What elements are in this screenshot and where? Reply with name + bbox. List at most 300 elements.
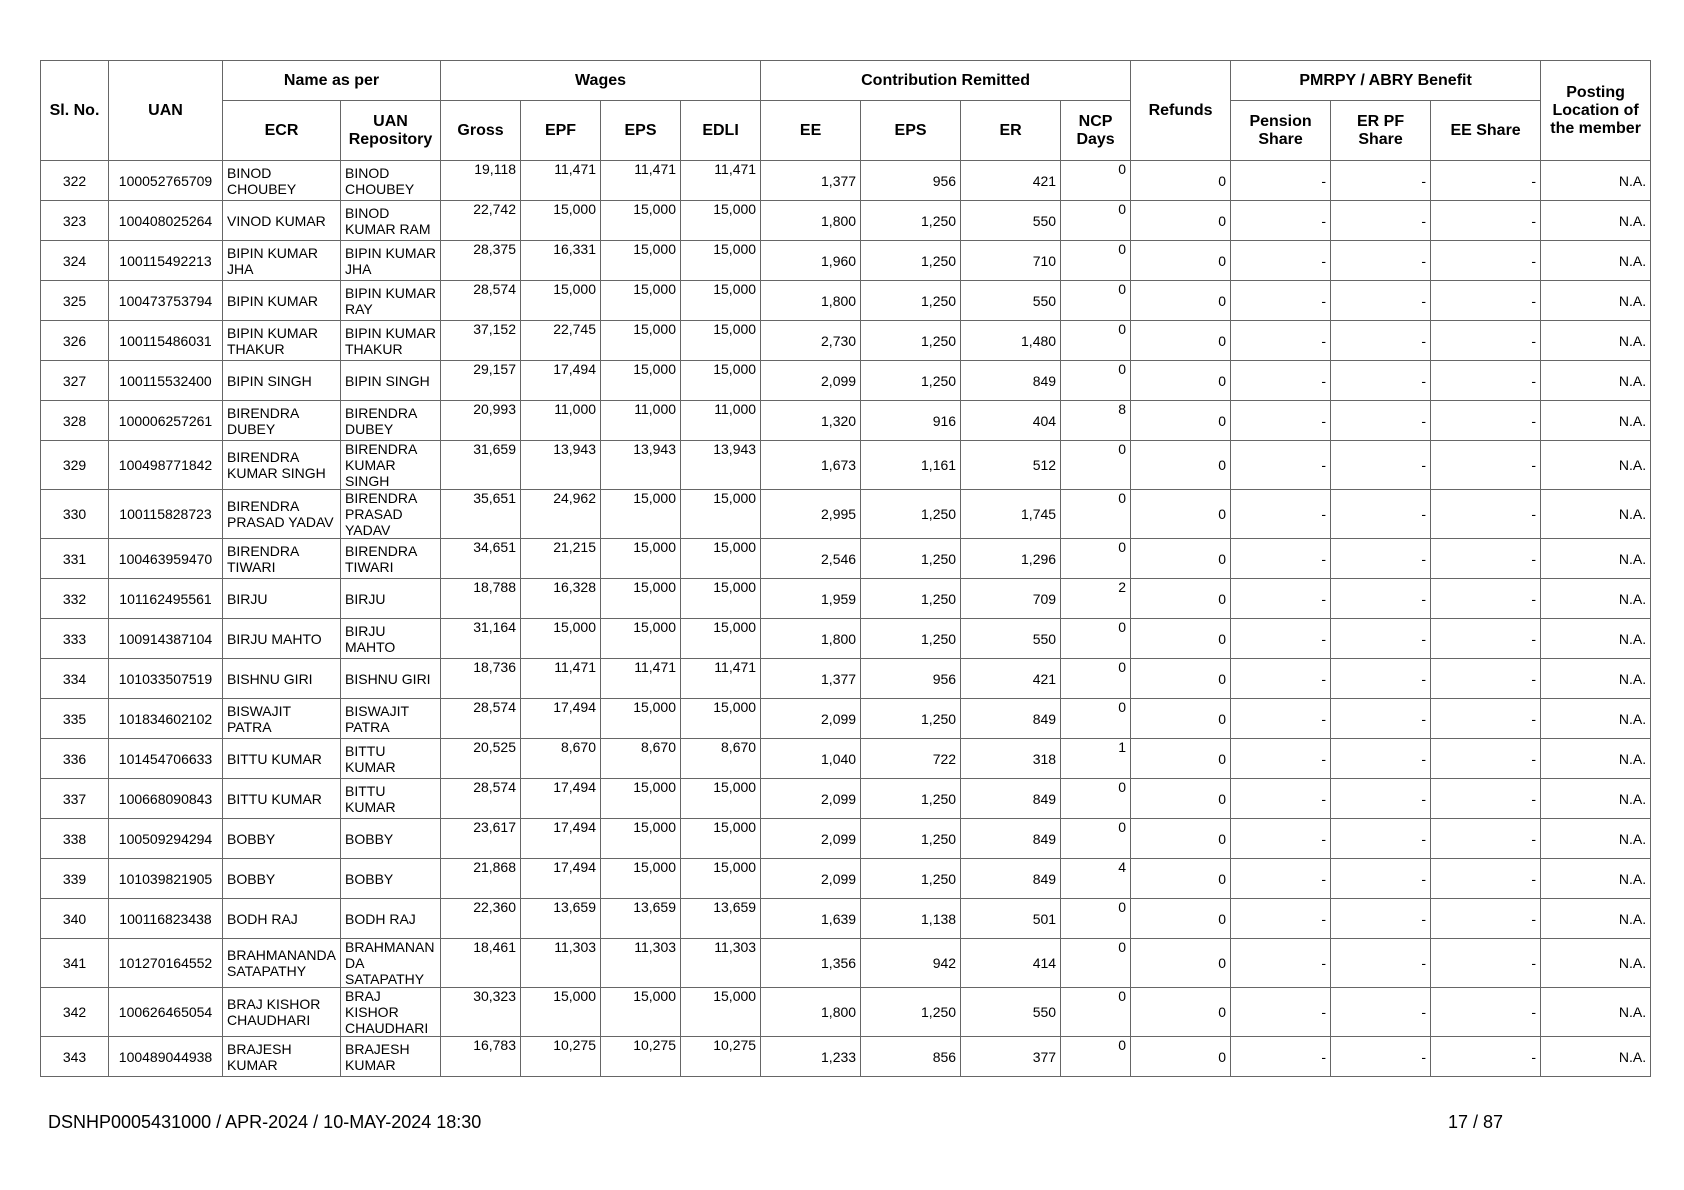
table-row [41, 659, 1651, 699]
table-row [41, 401, 1651, 441]
cell-ee: 1,040 [761, 739, 861, 779]
cell-contribution-eps: 1,250 [861, 321, 961, 361]
cell-epf: 16,331 [521, 241, 601, 281]
cell-ee: 1,356 [761, 939, 861, 988]
cell-uan: 100115486031 [109, 321, 223, 361]
cell-eps: 15,000 [601, 859, 681, 899]
cell-contribution-eps: 1,250 [861, 490, 961, 539]
cell-er-pf-share: - [1331, 619, 1431, 659]
cell-eps: 15,000 [601, 619, 681, 659]
cell-ncp-days: 0 [1061, 539, 1131, 579]
cell-contribution-eps: 942 [861, 939, 961, 988]
cell-eps: 13,943 [601, 441, 681, 490]
cell-refunds: 0 [1131, 161, 1231, 201]
cell-uan: 100498771842 [109, 441, 223, 490]
cell-uan: 100115492213 [109, 241, 223, 281]
cell-ncp-days: 2 [1061, 579, 1131, 619]
cell-refunds: 0 [1131, 579, 1231, 619]
cell-gross: 21,868 [441, 859, 521, 899]
cell-name-ecr: BIRENDRA TIWARI [223, 539, 341, 579]
cell-posting-location: N.A. [1541, 899, 1651, 939]
cell-posting-location: N.A. [1541, 401, 1651, 441]
cell-refunds: 0 [1131, 539, 1231, 579]
cell-eps: 15,000 [601, 579, 681, 619]
cell-contribution-eps: 956 [861, 659, 961, 699]
cell-name-uan-repository: BIRENDRA PRASAD YADAV [341, 490, 441, 539]
cell-contribution-eps: 1,250 [861, 361, 961, 401]
page-number: 17 / 87 [1448, 1112, 1504, 1132]
cell-edli: 13,659 [681, 899, 761, 939]
cell-sl-no: 330 [41, 490, 109, 539]
cell-gross: 29,157 [441, 361, 521, 401]
cell-ee-share: - [1431, 579, 1541, 619]
cell-epf: 11,471 [521, 659, 601, 699]
cell-pension-share: - [1231, 490, 1331, 539]
cell-refunds: 0 [1131, 321, 1231, 361]
cell-uan: 100473753794 [109, 281, 223, 321]
cell-eps: 15,000 [601, 490, 681, 539]
cell-uan: 100115828723 [109, 490, 223, 539]
cell-ncp-days: 0 [1061, 201, 1131, 241]
cell-contribution-eps: 1,138 [861, 899, 961, 939]
cell-er: 849 [961, 779, 1061, 819]
cell-er-pf-share: - [1331, 201, 1431, 241]
cell-posting-location: N.A. [1541, 241, 1651, 281]
cell-edli: 15,000 [681, 490, 761, 539]
cell-er: 550 [961, 201, 1061, 241]
cell-er-pf-share: - [1331, 579, 1431, 619]
header-gross: Gross [441, 101, 521, 161]
cell-pension-share: - [1231, 201, 1331, 241]
cell-sl-no: 324 [41, 241, 109, 281]
cell-ee-share: - [1431, 490, 1541, 539]
cell-name-ecr: BIRENDRA KUMAR SINGH [223, 441, 341, 490]
cell-name-ecr: BINOD CHOUBEY [223, 161, 341, 201]
cell-ee: 1,800 [761, 201, 861, 241]
cell-name-uan-repository: BODH RAJ [341, 899, 441, 939]
cell-gross: 19,118 [441, 161, 521, 201]
header-er: ER [961, 101, 1061, 161]
cell-name-ecr: BOBBY [223, 859, 341, 899]
cell-posting-location: N.A. [1541, 361, 1651, 401]
cell-pension-share: - [1231, 819, 1331, 859]
cell-pension-share: - [1231, 779, 1331, 819]
cell-sl-no: 334 [41, 659, 109, 699]
cell-er: 849 [961, 699, 1061, 739]
cell-er: 1,296 [961, 539, 1061, 579]
cell-epf: 15,000 [521, 988, 601, 1037]
cell-uan: 100668090843 [109, 779, 223, 819]
cell-posting-location: N.A. [1541, 619, 1651, 659]
cell-refunds: 0 [1131, 939, 1231, 988]
cell-sl-no: 328 [41, 401, 109, 441]
cell-ee-share: - [1431, 441, 1541, 490]
cell-posting-location: N.A. [1541, 579, 1651, 619]
cell-er: 1,480 [961, 321, 1061, 361]
cell-gross: 18,788 [441, 579, 521, 619]
cell-ncp-days: 0 [1061, 939, 1131, 988]
cell-ee-share: - [1431, 539, 1541, 579]
cell-contribution-eps: 1,161 [861, 441, 961, 490]
cell-uan: 101039821905 [109, 859, 223, 899]
cell-ncp-days: 0 [1061, 819, 1131, 859]
cell-ee: 1,673 [761, 441, 861, 490]
cell-gross: 22,360 [441, 899, 521, 939]
cell-uan: 100408025264 [109, 201, 223, 241]
cell-ee-share: - [1431, 361, 1541, 401]
cell-pension-share: - [1231, 859, 1331, 899]
cell-ee: 2,099 [761, 361, 861, 401]
cell-posting-location: N.A. [1541, 539, 1651, 579]
cell-epf: 11,303 [521, 939, 601, 988]
cell-refunds: 0 [1131, 490, 1231, 539]
cell-edli: 13,943 [681, 441, 761, 490]
ecr-table [40, 60, 1651, 1077]
cell-edli: 15,000 [681, 539, 761, 579]
cell-pension-share: - [1231, 281, 1331, 321]
cell-ee: 1,800 [761, 619, 861, 659]
header-name-as-per: Name as per [223, 61, 441, 101]
cell-er-pf-share: - [1331, 899, 1431, 939]
header-contribution-remitted: Contribution Remitted [761, 61, 1131, 101]
cell-uan: 100626465054 [109, 988, 223, 1037]
cell-edli: 15,000 [681, 321, 761, 361]
cell-name-ecr: BIPIN KUMAR JHA [223, 241, 341, 281]
cell-eps: 15,000 [601, 779, 681, 819]
cell-ncp-days: 1 [1061, 739, 1131, 779]
cell-ee: 1,320 [761, 401, 861, 441]
cell-eps: 15,000 [601, 241, 681, 281]
cell-posting-location: N.A. [1541, 490, 1651, 539]
cell-ncp-days: 0 [1061, 490, 1131, 539]
cell-er: 501 [961, 899, 1061, 939]
cell-epf: 16,328 [521, 579, 601, 619]
cell-edli: 15,000 [681, 579, 761, 619]
cell-name-ecr: BIPIN SINGH [223, 361, 341, 401]
table-row [41, 819, 1651, 859]
cell-pension-share: - [1231, 321, 1331, 361]
cell-posting-location: N.A. [1541, 779, 1651, 819]
cell-epf: 10,275 [521, 1037, 601, 1077]
table-row [41, 490, 1651, 539]
cell-ee: 2,730 [761, 321, 861, 361]
cell-er: 421 [961, 659, 1061, 699]
cell-er: 421 [961, 161, 1061, 201]
cell-uan: 101834602102 [109, 699, 223, 739]
cell-name-ecr: BIRJU [223, 579, 341, 619]
cell-ncp-days: 0 [1061, 779, 1131, 819]
cell-name-uan-repository: BIRENDRA KUMAR SINGH [341, 441, 441, 490]
cell-name-uan-repository: BINOD CHOUBEY [341, 161, 441, 201]
table-row [41, 441, 1651, 490]
cell-ncp-days: 0 [1061, 659, 1131, 699]
header-epf: EPF [521, 101, 601, 161]
cell-name-uan-repository: BIRENDRA TIWARI [341, 539, 441, 579]
cell-contribution-eps: 856 [861, 1037, 961, 1077]
cell-edli: 15,000 [681, 819, 761, 859]
cell-ee: 1,233 [761, 1037, 861, 1077]
cell-er-pf-share: - [1331, 739, 1431, 779]
cell-eps: 15,000 [601, 988, 681, 1037]
cell-refunds: 0 [1131, 619, 1231, 659]
cell-epf: 21,215 [521, 539, 601, 579]
cell-edli: 15,000 [681, 241, 761, 281]
cell-pension-share: - [1231, 241, 1331, 281]
cell-epf: 15,000 [521, 281, 601, 321]
cell-er-pf-share: - [1331, 939, 1431, 988]
cell-edli: 15,000 [681, 361, 761, 401]
header-ee: EE [761, 101, 861, 161]
cell-ee: 1,800 [761, 281, 861, 321]
cell-refunds: 0 [1131, 281, 1231, 321]
cell-contribution-eps: 1,250 [861, 201, 961, 241]
cell-uan: 101454706633 [109, 739, 223, 779]
cell-pension-share: - [1231, 939, 1331, 988]
cell-ncp-days: 0 [1061, 899, 1131, 939]
cell-sl-no: 323 [41, 201, 109, 241]
cell-ee: 2,099 [761, 779, 861, 819]
cell-eps: 11,471 [601, 161, 681, 201]
cell-ee-share: - [1431, 401, 1541, 441]
cell-epf: 11,471 [521, 161, 601, 201]
cell-epf: 17,494 [521, 699, 601, 739]
cell-name-ecr: BISWAJIT PATRA [223, 699, 341, 739]
cell-gross: 18,461 [441, 939, 521, 988]
table-row [41, 161, 1651, 201]
cell-contribution-eps: 1,250 [861, 281, 961, 321]
cell-sl-no: 338 [41, 819, 109, 859]
cell-gross: 18,736 [441, 659, 521, 699]
cell-ee: 2,995 [761, 490, 861, 539]
table-row [41, 579, 1651, 619]
cell-name-uan-repository: BITTU KUMAR [341, 739, 441, 779]
cell-name-ecr: BISHNU GIRI [223, 659, 341, 699]
cell-posting-location: N.A. [1541, 659, 1651, 699]
cell-er-pf-share: - [1331, 401, 1431, 441]
table-body [41, 161, 1651, 1077]
cell-sl-no: 327 [41, 361, 109, 401]
header-pmrpy-abry: PMRPY / ABRY Benefit [1231, 61, 1541, 101]
header-contribution-eps: EPS [861, 101, 961, 161]
cell-pension-share: - [1231, 659, 1331, 699]
cell-refunds: 0 [1131, 988, 1231, 1037]
cell-er: 1,745 [961, 490, 1061, 539]
cell-posting-location: N.A. [1541, 988, 1651, 1037]
cell-refunds: 0 [1131, 699, 1231, 739]
cell-ee-share: - [1431, 201, 1541, 241]
cell-name-uan-repository: BRAHMANAN DA SATAPATHY [341, 939, 441, 988]
cell-ee-share: - [1431, 739, 1541, 779]
cell-contribution-eps: 1,250 [861, 241, 961, 281]
cell-eps: 15,000 [601, 201, 681, 241]
cell-epf: 13,943 [521, 441, 601, 490]
cell-ncp-days: 0 [1061, 321, 1131, 361]
cell-refunds: 0 [1131, 899, 1231, 939]
cell-contribution-eps: 1,250 [861, 619, 961, 659]
cell-name-uan-repository: BOBBY [341, 819, 441, 859]
cell-contribution-eps: 1,250 [861, 579, 961, 619]
cell-sl-no: 337 [41, 779, 109, 819]
header-uan-repository: UAN Repository [341, 101, 441, 161]
cell-ee: 2,099 [761, 859, 861, 899]
cell-pension-share: - [1231, 361, 1331, 401]
cell-posting-location: N.A. [1541, 859, 1651, 899]
cell-contribution-eps: 956 [861, 161, 961, 201]
cell-ncp-days: 4 [1061, 859, 1131, 899]
cell-posting-location: N.A. [1541, 739, 1651, 779]
cell-edli: 15,000 [681, 619, 761, 659]
cell-er: 849 [961, 819, 1061, 859]
cell-pension-share: - [1231, 699, 1331, 739]
table-row [41, 241, 1651, 281]
cell-pension-share: - [1231, 899, 1331, 939]
cell-name-ecr: BIPIN KUMAR THAKUR [223, 321, 341, 361]
cell-eps: 15,000 [601, 361, 681, 401]
cell-er: 550 [961, 281, 1061, 321]
cell-edli: 11,471 [681, 659, 761, 699]
cell-sl-no: 336 [41, 739, 109, 779]
cell-name-uan-repository: BRAJESH KUMAR [341, 1037, 441, 1077]
cell-sl-no: 333 [41, 619, 109, 659]
cell-uan: 100489044938 [109, 1037, 223, 1077]
header-sl-no: Sl. No. [41, 61, 109, 161]
cell-gross: 37,152 [441, 321, 521, 361]
cell-posting-location: N.A. [1541, 281, 1651, 321]
cell-er-pf-share: - [1331, 441, 1431, 490]
cell-name-ecr: BITTU KUMAR [223, 739, 341, 779]
table-row [41, 988, 1651, 1037]
cell-eps: 15,000 [601, 699, 681, 739]
cell-name-ecr: BOBBY [223, 819, 341, 859]
cell-edli: 10,275 [681, 1037, 761, 1077]
cell-ee-share: - [1431, 619, 1541, 659]
cell-name-uan-repository: BIRJU MAHTO [341, 619, 441, 659]
cell-eps: 15,000 [601, 321, 681, 361]
cell-name-ecr: BRAJESH KUMAR [223, 1037, 341, 1077]
cell-er: 849 [961, 361, 1061, 401]
cell-ncp-days: 0 [1061, 988, 1131, 1037]
cell-er-pf-share: - [1331, 490, 1431, 539]
cell-edli: 15,000 [681, 201, 761, 241]
table-row [41, 699, 1651, 739]
cell-er-pf-share: - [1331, 699, 1431, 739]
cell-name-uan-repository: BITTU KUMAR [341, 779, 441, 819]
cell-pension-share: - [1231, 1037, 1331, 1077]
header-refunds: Refunds [1131, 61, 1231, 161]
cell-refunds: 0 [1131, 819, 1231, 859]
cell-ee: 2,546 [761, 539, 861, 579]
header-er-pf-share: ER PF Share [1331, 101, 1431, 161]
cell-epf: 8,670 [521, 739, 601, 779]
cell-name-uan-repository: BIRJU [341, 579, 441, 619]
cell-eps: 8,670 [601, 739, 681, 779]
cell-sl-no: 343 [41, 1037, 109, 1077]
cell-pension-share: - [1231, 161, 1331, 201]
header-ee-share: EE Share [1431, 101, 1541, 161]
header-pension-share: Pension Share [1231, 101, 1331, 161]
cell-gross: 22,742 [441, 201, 521, 241]
cell-contribution-eps: 1,250 [861, 699, 961, 739]
header-edli: EDLI [681, 101, 761, 161]
cell-ee-share: - [1431, 659, 1541, 699]
cell-ee: 1,377 [761, 161, 861, 201]
cell-contribution-eps: 1,250 [861, 539, 961, 579]
cell-uan: 100006257261 [109, 401, 223, 441]
cell-er: 404 [961, 401, 1061, 441]
cell-epf: 15,000 [521, 619, 601, 659]
table-row [41, 201, 1651, 241]
cell-sl-no: 341 [41, 939, 109, 988]
cell-edli: 8,670 [681, 739, 761, 779]
cell-refunds: 0 [1131, 859, 1231, 899]
cell-contribution-eps: 916 [861, 401, 961, 441]
cell-er: 512 [961, 441, 1061, 490]
cell-uan: 100463959470 [109, 539, 223, 579]
cell-er: 710 [961, 241, 1061, 281]
cell-sl-no: 342 [41, 988, 109, 1037]
cell-sl-no: 340 [41, 899, 109, 939]
cell-name-uan-repository: BIPIN KUMAR JHA [341, 241, 441, 281]
cell-epf: 13,659 [521, 899, 601, 939]
cell-posting-location: N.A. [1541, 819, 1651, 859]
table-row [41, 859, 1651, 899]
cell-name-ecr: BITTU KUMAR [223, 779, 341, 819]
cell-ee: 1,959 [761, 579, 861, 619]
cell-name-uan-repository: BOBBY [341, 859, 441, 899]
cell-edli: 15,000 [681, 988, 761, 1037]
cell-uan: 101033507519 [109, 659, 223, 699]
cell-name-uan-repository: BISWAJIT PATRA [341, 699, 441, 739]
cell-eps: 11,303 [601, 939, 681, 988]
cell-er: 709 [961, 579, 1061, 619]
cell-uan: 100914387104 [109, 619, 223, 659]
cell-refunds: 0 [1131, 779, 1231, 819]
cell-gross: 35,651 [441, 490, 521, 539]
cell-uan: 101270164552 [109, 939, 223, 988]
cell-ee: 1,377 [761, 659, 861, 699]
cell-name-uan-repository: BIRENDRA DUBEY [341, 401, 441, 441]
cell-name-ecr: BIRJU MAHTO [223, 619, 341, 659]
cell-edli: 11,000 [681, 401, 761, 441]
cell-eps: 13,659 [601, 899, 681, 939]
cell-ee: 1,639 [761, 899, 861, 939]
cell-er: 377 [961, 1037, 1061, 1077]
cell-er: 318 [961, 739, 1061, 779]
table-row [41, 939, 1651, 988]
cell-edli: 15,000 [681, 779, 761, 819]
cell-refunds: 0 [1131, 659, 1231, 699]
cell-uan: 100052765709 [109, 161, 223, 201]
cell-er: 550 [961, 988, 1061, 1037]
cell-name-uan-repository: BINOD KUMAR RAM [341, 201, 441, 241]
cell-posting-location: N.A. [1541, 699, 1651, 739]
cell-ee: 1,800 [761, 988, 861, 1037]
cell-ee-share: - [1431, 859, 1541, 899]
cell-pension-share: - [1231, 539, 1331, 579]
cell-edli: 15,000 [681, 699, 761, 739]
cell-gross: 28,574 [441, 699, 521, 739]
cell-edli: 11,471 [681, 161, 761, 201]
cell-ncp-days: 0 [1061, 441, 1131, 490]
cell-gross: 16,783 [441, 1037, 521, 1077]
cell-ee-share: - [1431, 321, 1541, 361]
cell-eps: 10,275 [601, 1037, 681, 1077]
cell-er-pf-share: - [1331, 1037, 1431, 1077]
cell-ee-share: - [1431, 779, 1541, 819]
cell-sl-no: 322 [41, 161, 109, 201]
cell-er-pf-share: - [1331, 988, 1431, 1037]
cell-contribution-eps: 1,250 [861, 859, 961, 899]
